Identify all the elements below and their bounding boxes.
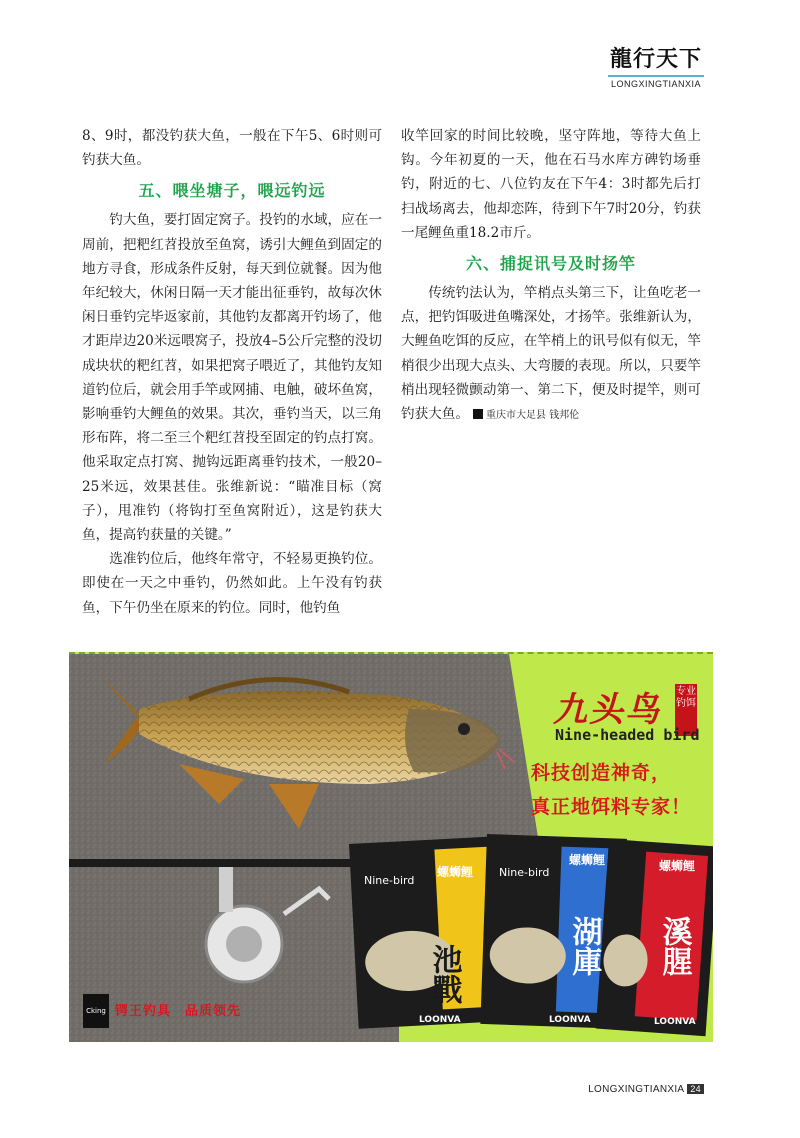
reel-hub — [226, 926, 262, 962]
advertisement — [69, 652, 713, 1042]
section-heading-5: 五、喂坐塘子，喂远钓远 — [138, 181, 326, 201]
ad-logo-en: Nine-headed bird — [555, 726, 700, 744]
package-title: 池戰 — [426, 944, 462, 1004]
package-name: 螺蛳鲤 — [659, 859, 696, 873]
package-logo: Nine-bird — [499, 866, 550, 879]
package-title: 湖庫 — [566, 916, 602, 976]
reel-foot — [219, 867, 233, 912]
byline-text: 重庆市大足县 钱邦伦 — [485, 410, 580, 422]
package-brand: LOONVA — [419, 1015, 461, 1025]
paragraph: 选准钓位后，他终年常守，不轻易更换钓位。即使在一天之中垂钓，仍然如此。上午没有钓获鱼，下午仍坐在原来的钓位。同时，他钓鱼 — [82, 551, 382, 616]
page-number: 24 — [687, 1084, 704, 1094]
package-name: 螺蛳鲤 — [569, 853, 606, 867]
ad-logo-cn: 九头鸟 — [553, 690, 661, 730]
ad-bottom-tagline: 锷王钓具 品质领先 — [115, 1004, 242, 1019]
paragraph: 钓大鱼，要打固定窝子。投钓的水域，应在一周前，把粑红苕投放至鱼窝，诱引大鲤鱼到固定的地方寻食，形成条件反射，每天到位就餐。因为他年纪较大，休闲日隔一天才能出征垂钓，故每次休闲日垂钓完毕返家前，其他钓友都离开钓场了，他才距岸边20米远喂窝子，投放4–5公斤完整的没切成块状的粑红苕，如果把窝子喂近了，其他钓友知道钓位后，就会用手竿或网捕、电触，破坏鱼窝，影响垂钓大鲤鱼的效果。其次，垂钓当天，以三角形布阵，将二至三个粑红苕投至固定的钓点打窝。他采取定点打窝、抛钩远距离垂钓技术，一般20–25米远，效果甚佳。张维新说：“瞄准目标（窝子），甩准钓（将钩打至鱼窝附近），这是钓获大鱼，提高钓获量的关键。” — [82, 212, 382, 544]
ad-slogan-line-2: 真正地饵料专家！ — [531, 796, 692, 818]
author-byline — [473, 410, 579, 421]
package-logo: Nine-bird — [364, 874, 415, 887]
ad-slogan-line-1: 科技创造神奇， — [531, 762, 672, 784]
cking-seal-logo: Cking — [83, 994, 109, 1028]
article-column-right — [401, 124, 701, 428]
byline-square-icon — [473, 409, 483, 419]
package-title: 溪腥 — [656, 916, 692, 976]
carp-eye — [458, 723, 470, 735]
package-brand: LOONVA — [654, 1017, 696, 1027]
package-3 — [596, 839, 713, 1036]
section-heading-6: 六、捕捉讯号及时扬竿 — [465, 254, 636, 274]
paragraph-continued: 收竿回家的时间比较晚，坚守阵地，等待大鱼上钩。今年初夏的一天，他在石马水库方碑钓场垂钓，附近的七、八位钓友在下午4：3时都先后打扫战场离去，他却恋阵，待到下午7时20分，钓获一尾鲤鱼重18.2市斤。 — [401, 128, 701, 241]
footer-brand: LONGXINGTIANXIA — [588, 1084, 685, 1095]
paragraph — [401, 281, 701, 428]
package-name: 螺蛳鲤 — [437, 865, 474, 879]
brand-rule — [608, 75, 704, 77]
brand-title-en: LONGXINGTIANXIA — [610, 79, 702, 89]
rod-handle — [69, 859, 399, 867]
page-footer — [588, 1084, 704, 1095]
magazine-header — [608, 45, 704, 89]
article-column-left — [82, 124, 382, 620]
ad-logo-badge: 专业钓饵 — [675, 684, 697, 736]
paragraph-text: 传统钓法认为，竿梢点头第三下，让鱼吃老一点，把钓饵吸进鱼嘴深处，才扬竿。张维新认为，大鲤鱼吃饵的反应，在竿梢上的讯号似有似无，竿梢很少出现大点头、大弯腰的表现。所以，只要竿梢出现轻微颤动第一、第二下，便及时提竿，则可钓获大鱼。 — [401, 285, 701, 423]
package-brand: LOONVA — [549, 1015, 591, 1025]
brand-title-cn: 龍行天下 — [609, 46, 702, 72]
paragraph-intro: 8、9时，都没钓获大鱼，一般在下午5、6时则可钓获大鱼。 — [82, 128, 382, 169]
